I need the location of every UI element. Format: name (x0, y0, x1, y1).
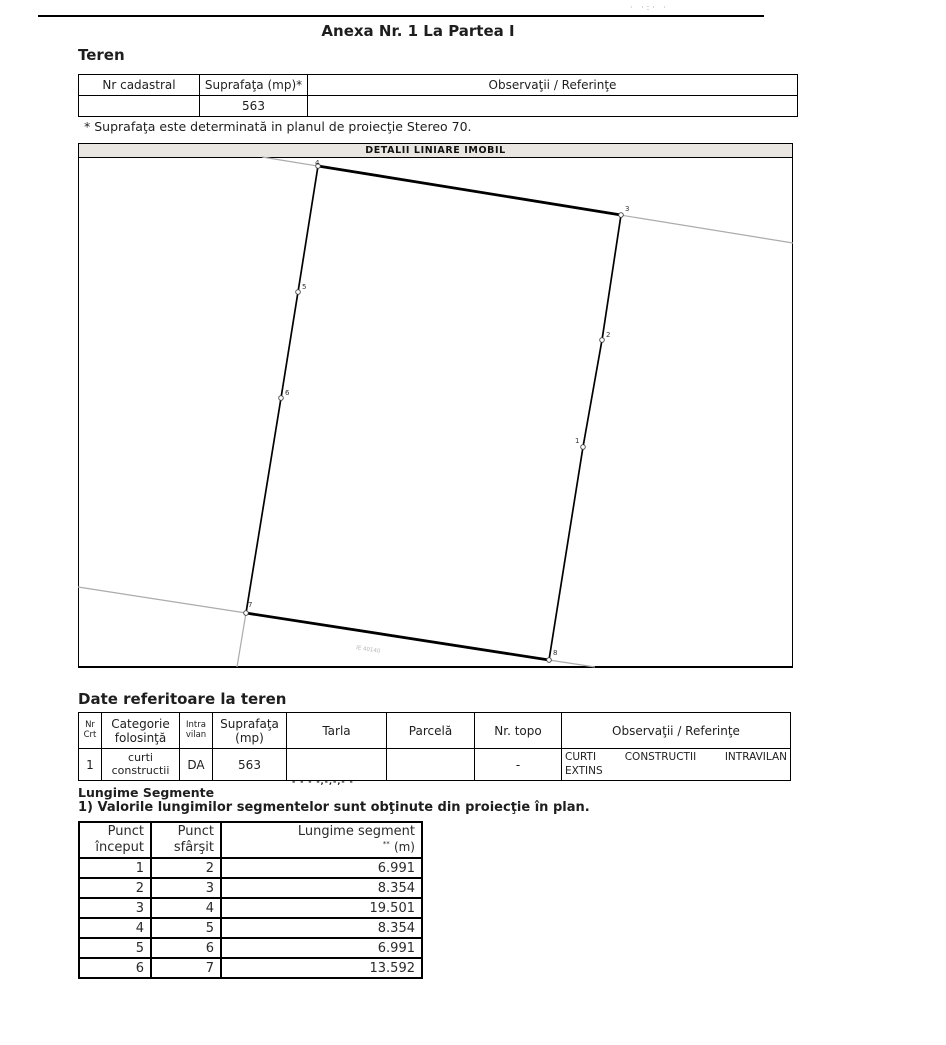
land-header-nr-crt: Nr Crt (79, 713, 102, 749)
land-cell-parcela (387, 749, 475, 781)
teren-cell-observatii (308, 96, 798, 117)
segments-note: 1) Valorile lungimilor segmentelor sunt obţinute din proiecţie în plan. (78, 800, 590, 815)
teren-cell-nr-cadastral (79, 96, 200, 117)
teren-table-header-row (79, 75, 798, 96)
vertex-label: 7 (248, 601, 253, 609)
vertex-label: 1 (575, 437, 580, 445)
adjacent-boundary-line (237, 613, 246, 667)
unit-label: (m) (393, 840, 415, 854)
vertex-marker (547, 658, 552, 663)
adjacent-boundary-line (78, 587, 246, 613)
land-data-header-row (79, 713, 791, 749)
segment-start: 6 (79, 958, 151, 978)
parcel-boundary-segment-2-3 (602, 215, 621, 340)
land-cell-nr-topo: - (475, 749, 562, 781)
page-header-artifacts: · ·:· · (630, 3, 669, 12)
parcel-boundary-segment-1-2 (583, 340, 602, 447)
vertex-marker (619, 213, 624, 218)
teren-header-observatii: Observaţii / Referinţe (308, 75, 798, 96)
land-header-nr-topo: Nr. topo (475, 713, 562, 749)
neighbor-parcel-ref: IE 40140 (355, 645, 381, 655)
segments-header-row (79, 822, 422, 858)
segment-start: 1 (79, 858, 151, 878)
segment-length: 8.354 (221, 918, 422, 938)
teren-table (78, 74, 798, 117)
segment-length: 13.592 (221, 958, 422, 978)
land-data-row (79, 749, 791, 781)
segments-header-punct-inceput: Punct început (79, 822, 151, 858)
parcel-boundary-segment-3-4 (318, 166, 621, 215)
land-cell-intravilan: DA (180, 749, 213, 781)
vertex-label: 8 (553, 649, 558, 657)
vertex-marker (244, 611, 249, 616)
teren-table-data-row (79, 96, 798, 117)
teren-header-nr-cadastral: Nr cadastral (79, 75, 200, 96)
land-header-observatii: Observaţii / Referinţe (562, 713, 791, 749)
segment-length: 6.991 (221, 858, 422, 878)
section-heading-lungime-segmente: Lungime Segmente (78, 785, 215, 800)
parcel-boundary-segment-6-7 (246, 398, 281, 613)
segment-end: 2 (151, 858, 221, 878)
vertex-label: 5 (302, 283, 307, 291)
vertex-label: 2 (606, 331, 611, 339)
segments-header-unit (224, 840, 415, 856)
segment-row (79, 938, 422, 958)
observatii-word: CONSTRUCTII (624, 751, 697, 763)
segment-length: 6.991 (221, 938, 422, 958)
observatii-line1 (565, 750, 787, 764)
segments-table (78, 821, 423, 979)
segments-header-lungime-label: Lungime segment (297, 824, 415, 840)
segment-end: 5 (151, 918, 221, 938)
vertex-label: 6 (285, 389, 290, 397)
observatii-word: CURTI (565, 751, 597, 763)
vertex-marker (279, 396, 284, 401)
section-heading-teren: Teren (78, 46, 125, 64)
segments-header-lungime (221, 822, 422, 858)
parcel-diagram (78, 143, 793, 668)
segment-start: 5 (79, 938, 151, 958)
land-header-suprafata: Suprafaţa (mp) (213, 713, 287, 749)
land-cell-suprafata: 563 (213, 749, 287, 781)
segment-row (79, 858, 422, 878)
land-cell-tarla (287, 749, 387, 786)
segment-start: 3 (79, 898, 151, 918)
vertex-marker (296, 290, 301, 295)
land-header-categorie: Categorie folosinţă (102, 713, 180, 749)
segment-length: 19.501 (221, 898, 422, 918)
segment-end: 4 (151, 898, 221, 918)
land-header-parcela: Parcelă (387, 713, 475, 749)
vertex-label: 3 (625, 205, 630, 213)
vertex-label: 4 (315, 159, 320, 167)
segment-end: 3 (151, 878, 221, 898)
segment-row (79, 958, 422, 978)
unit-footnote-marker: ** (382, 840, 390, 848)
land-header-tarla: Tarla (287, 713, 387, 749)
land-cell-nr-crt: 1 (79, 749, 102, 781)
land-cell-categorie: curti constructii (102, 749, 180, 781)
page-title: Anexa Nr. 1 La Partea I (321, 22, 515, 40)
parcel-plan-svg (79, 158, 792, 667)
land-data-table (78, 712, 791, 786)
segment-row (79, 898, 422, 918)
stereo70-note: * Suprafaţa este determinată in planul de proiecţie Stereo 70. (84, 119, 472, 134)
teren-header-suprafata: Suprafaţa (mp)* (200, 75, 308, 96)
observatii-line2: EXTINS (565, 765, 603, 778)
segment-length: 8.354 (221, 878, 422, 898)
segment-end: 6 (151, 938, 221, 958)
tarla-redacted-text: - - - -,-,-,- - (292, 777, 354, 786)
segment-row (79, 878, 422, 898)
parcel-boundary-segment-5-6 (281, 292, 298, 398)
section-heading-date-teren: Date referitoare la teren (78, 690, 287, 708)
parcel-boundary-segment-7-8 (246, 613, 549, 660)
vertex-marker (581, 445, 586, 450)
parcel-boundary-segment-8-1 (549, 447, 583, 660)
segment-end: 7 (151, 958, 221, 978)
land-cell-observatii (562, 749, 791, 781)
observatii-word: INTRAVILAN (724, 751, 787, 763)
vertex-marker (600, 338, 605, 343)
teren-cell-suprafata: 563 (200, 96, 308, 117)
top-rule (38, 15, 764, 17)
segments-header-punct-sfarsit: Punct sfârşit (151, 822, 221, 858)
land-header-intravilan: Intra vilan (180, 713, 213, 749)
segment-start: 2 (79, 878, 151, 898)
parcel-boundary-segment-4-5 (298, 166, 318, 292)
segment-row (79, 918, 422, 938)
adjacent-boundary-line (549, 660, 595, 667)
diagram-title: DETALII LINIARE IMOBIL (79, 144, 792, 158)
segment-start: 4 (79, 918, 151, 938)
